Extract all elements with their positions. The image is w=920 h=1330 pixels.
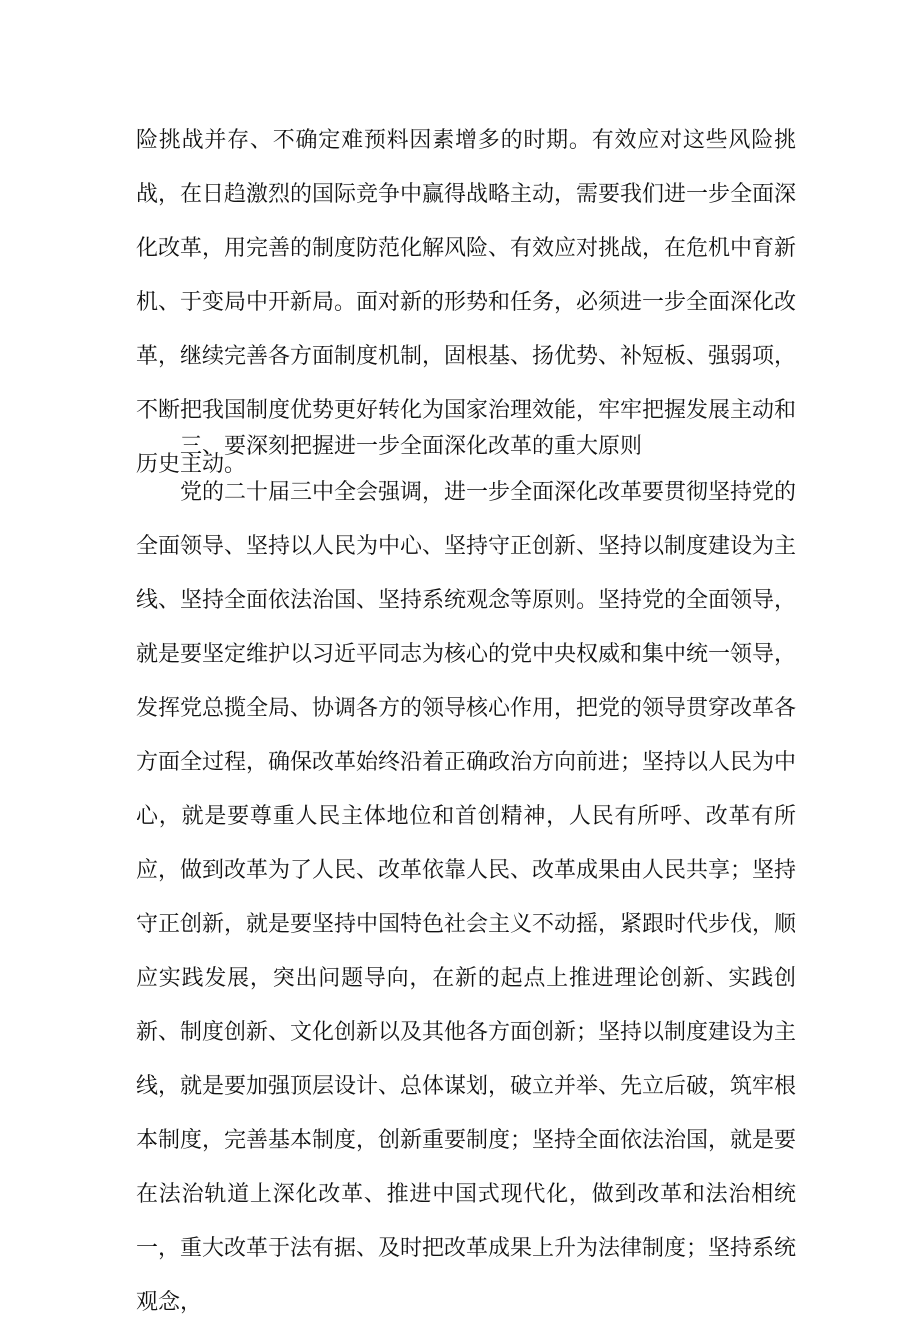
section-heading: 三、要深刻把握进一步全面深化改革的重大原则 (180, 434, 643, 459)
body-paragraph-principles: 党的二十届三中全会强调，进一步全面深化改革要贯彻坚持党的全面领导、坚持以人民为中心、坚持守正创新、坚持以制度建设为主线、坚持全面依法治国、坚持系统观念等原则。坚持党的全面领导，就是要坚定维护以习近平同志为核心的党中央权威和集中统一领导，发挥党总揽全局、协调各方的领导核心作用，把党的领导贯穿改革各方面全过程，确保改革始终沿着正确政治方向前进；坚持以人民为中心，就是要尊重人民主体地位和首创精神，人民有所呼、改革有所应，做到改革为了人民、改革依靠人民、改革成果由人民共享；坚持守正创新，就是要坚持中国特色社会主义不动摇，紧跟时代步伐，顺应实践发展，突出问题导向，在新的起点上推进理论创新、实践创新、制度创新、文化创新以及其他各方面创新；坚持以制度建设为主线，就是要加强顶层设计、总体谋划，破立并举、先立后破，筑牢根本制度，完善基本制度，创新重要制度；坚持全面依法治国，就是要在法治轨道上深化改革、推进中国式现代化，做到改革和法治相统一，重大改革于法有据、及时把改革成果上升为法律制度；坚持系统观念， (136, 480, 797, 1315)
body-paragraph-continued: 险挑战并存、不确定难预料因素增多的时期。有效应对这些风险挑战，在日趋激烈的国际竞争中赢得战略主动，需要我们进一步全面深化改革，用完善的制度防范化解风险、有效应对挑战，在危机中育新机、于变局中开新局。面对新的形势和任务，必须进一步全面深化改革，继续完善各方面制度机制，固根基、扬优势、补短板、强弱项，不断把我国制度优势更好转化为国家治理效能，牢牢把握发展主动和历史主动。 (136, 128, 797, 477)
